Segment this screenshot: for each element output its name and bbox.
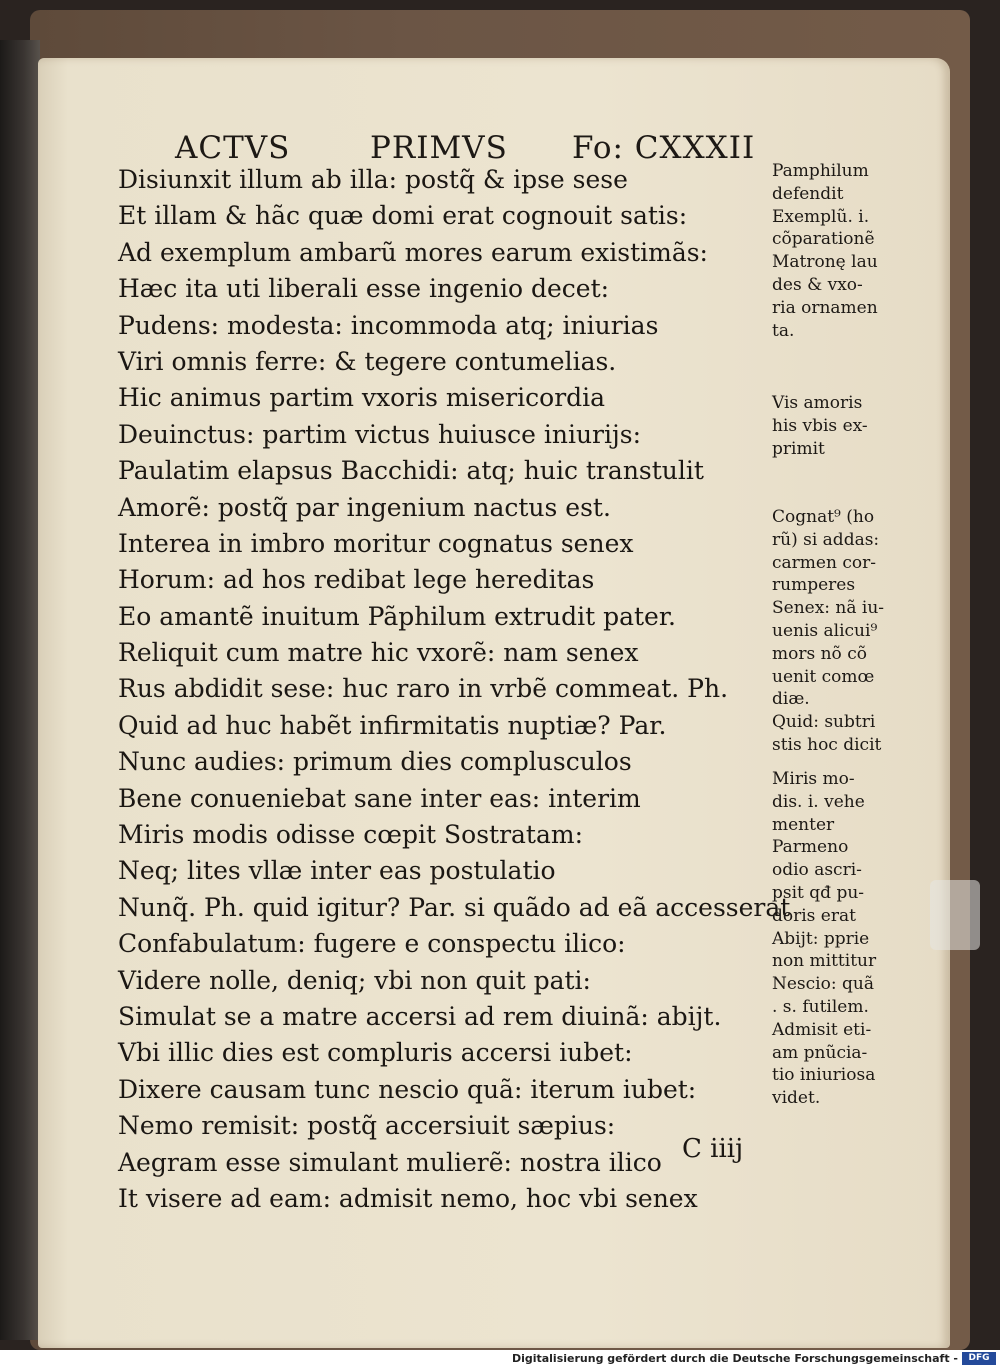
marginal-note-line: des & vxo- xyxy=(772,274,863,295)
running-header-center: PRIMVS xyxy=(370,130,508,166)
marginal-note-line: Admisit eti- xyxy=(772,1019,872,1040)
text-line: Nunc audies: primum dies complusculos xyxy=(118,747,632,777)
marginal-note-line: diæ. xyxy=(772,689,810,710)
marginal-note-line: cõparationẽ xyxy=(772,229,875,250)
text-line: Reliquit cum matre hic vxorẽ: nam senex xyxy=(118,638,639,668)
text-line: It visere ad eam: admisit nemo, hoc vbi senex xyxy=(118,1183,698,1213)
marginal-note-line: his vbis ex- xyxy=(772,415,868,436)
marginal-note-line: Pamphilum xyxy=(772,161,869,181)
text-line: Rus abdidit sese: huc raro in vrbẽ commeat. Ph. xyxy=(118,674,729,704)
text-line: Nunq̃. Ph. quid igitur? Par. si quãdo ad eã accesserat xyxy=(118,892,791,922)
marginal-note-line: carmen cor- xyxy=(772,552,876,573)
text-line: Simulat se a matre accersi ad rem diuinã: abijt. xyxy=(118,1001,722,1031)
text-line: Hic animus partim vxoris misericordia xyxy=(118,383,606,413)
text-line: Disiunxit illum ab illa: postq̃ & ipse sese xyxy=(118,165,628,194)
text-line: Aegram esse simulant mulierẽ: nostra ilico xyxy=(118,1147,662,1177)
marginal-note-line: Senex: nã iu- xyxy=(772,598,885,619)
marginal-note-line: mors nõ cõ xyxy=(772,643,867,664)
text-line: Interea in imbro moritur cognatus senex xyxy=(118,528,634,558)
marginal-note-line: primit xyxy=(772,438,825,459)
marginal-note-line: Vis amoris xyxy=(772,393,863,413)
folio-number: Fo: CXXXII xyxy=(572,130,756,166)
text-line: Ad exemplum ambarũ mores earum existimãs: xyxy=(118,237,708,267)
marginal-note-line: uenis alicui⁹ xyxy=(772,620,878,641)
marginal-note-line: ta. xyxy=(772,320,795,341)
marginal-note-line: Cognat⁹ (ho xyxy=(772,507,875,527)
marginal-note-line: am pnũcia- xyxy=(772,1042,868,1063)
text-line: Horum: ad hos redibat lege hereditas xyxy=(118,565,595,595)
marginal-note xyxy=(772,160,892,342)
marginal-note-line: stis hoc dicit xyxy=(772,734,882,755)
marginal-note-line: doris erat xyxy=(772,905,856,926)
marginal-note xyxy=(772,506,892,757)
marginal-note-line: Abijt: pprie xyxy=(772,928,870,949)
marginal-note-line: uenit comœ xyxy=(772,666,875,687)
text-line: Deuinctus: partim victus huiusce iniurijs: xyxy=(118,419,641,449)
signature-mark: C iiij xyxy=(682,1134,744,1164)
marginal-note xyxy=(772,392,892,460)
marginal-note-line: psit qđ pu- xyxy=(772,882,865,903)
text-line: Vbi illic dies est compluris accersi iubet: xyxy=(118,1038,633,1068)
marginal-note xyxy=(772,768,892,1110)
marginal-note-line: Miris mo- xyxy=(772,769,855,789)
marginal-note-line: ria ornamen xyxy=(772,297,878,318)
text-line: Dixere causam tunc nescio quã: iterum iubet: xyxy=(118,1074,697,1104)
marginal-note-line: rumperes xyxy=(772,575,856,596)
text-line: Miris modis odisse cœpit Sostratam: xyxy=(118,820,584,850)
marginal-note-line: Nescio: quã xyxy=(772,974,874,995)
marginal-note-line: menter xyxy=(772,814,835,835)
marginal-note-line: rũ) si addas: xyxy=(772,529,880,550)
marginal-note-line: odio ascri- xyxy=(772,860,862,881)
text-line: Confabulatum: fugere e conspectu ilico: xyxy=(118,929,626,959)
marginal-note-line: . s. futilem. xyxy=(772,996,869,1017)
marginal-note-line: Parmeno xyxy=(772,837,849,858)
marginal-note-line: defendit xyxy=(772,183,844,204)
marginal-note-line: Matronę lau xyxy=(772,252,878,273)
text-line: Videre nolle, deniq; vbi non quit pati: xyxy=(118,965,591,995)
text-line: Viri omnis ferre: & tegere contumelias. xyxy=(118,346,617,376)
book-cover-edge xyxy=(0,40,40,1340)
text-line: Nemo remisit: postq̃ accersiuit sæpius: xyxy=(118,1111,616,1141)
dfg-logo-icon: DFG xyxy=(962,1352,996,1365)
text-line: Hæc ita uti liberali esse ingenio decet: xyxy=(118,274,610,304)
marginal-note-line: tio iniuriosa xyxy=(772,1065,876,1086)
text-line: Amorẽ: postq̃ par ingenium nactus est. xyxy=(118,492,611,522)
page-clip xyxy=(930,880,980,950)
text-line: Quid ad huc habẽt infirmitatis nuptiæ? Par. xyxy=(118,710,667,740)
running-header-left: ACTVS xyxy=(175,130,291,166)
text-line: Pudens: modesta: incommoda atq; iniurias xyxy=(118,310,659,340)
marginal-note-line: dis. i. vehe xyxy=(772,791,865,812)
text-line: Paulatim elapsus Bacchidi: atq; huic transtulit xyxy=(118,456,704,486)
marginal-note-line: non mittitur xyxy=(772,951,877,972)
digitization-footer xyxy=(0,1350,1000,1368)
footer-credit: Digitalisierung gefördert durch die Deutsche Forschungsgemeinschaft - xyxy=(511,1352,958,1365)
text-line: Eo amantẽ inuitum Pãphilum extrudit pater. xyxy=(118,601,676,631)
text-line: Neq; lites vllæ inter eas postulatio xyxy=(118,856,556,886)
marginal-note-line: Quid: subtri xyxy=(772,712,876,733)
text-line: Bene conueniebat sane inter eas: interim xyxy=(118,783,641,813)
text-line: Et illam & hãc quæ domi erat cognouit satis: xyxy=(118,201,688,231)
marginal-note-line: videt. xyxy=(772,1088,821,1109)
marginal-note-line: Exemplũ. i. xyxy=(772,206,870,227)
